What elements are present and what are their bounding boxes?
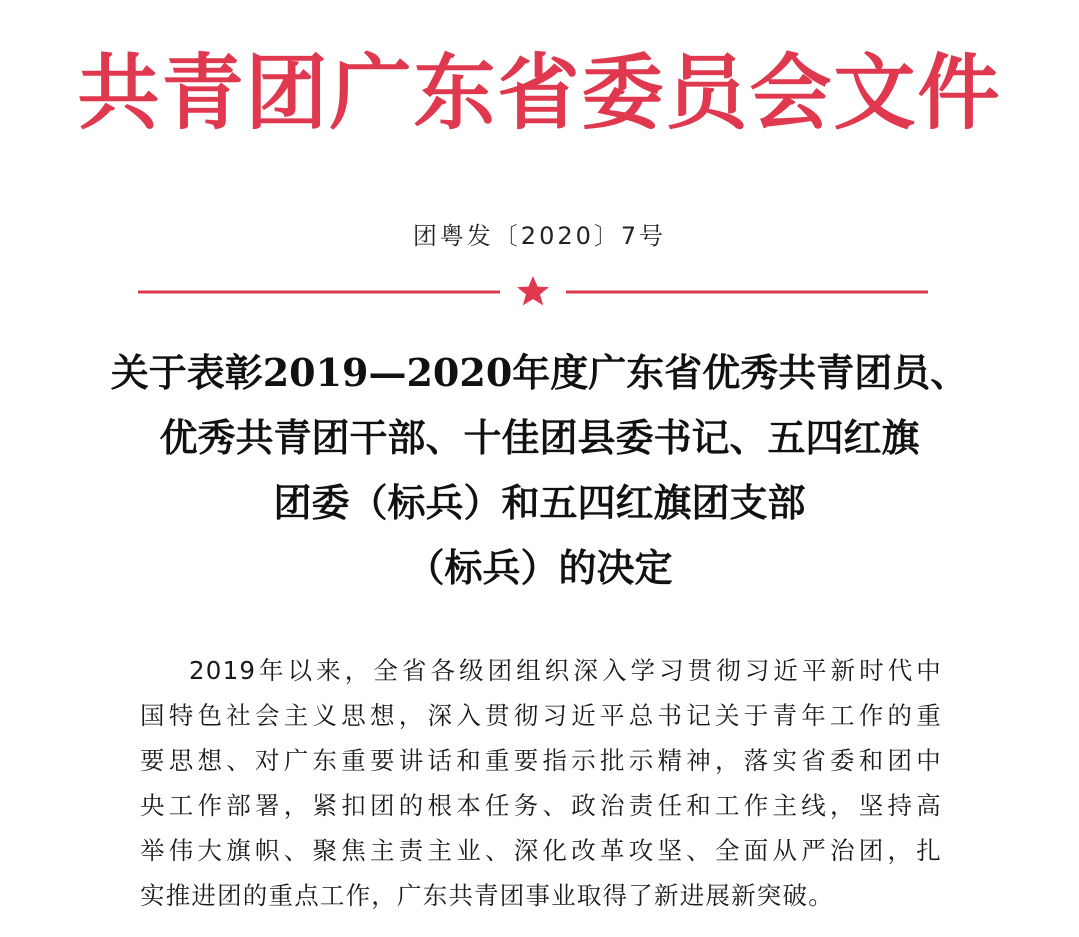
title-line: 团委（标兵）和五四红旗团支部 bbox=[273, 480, 806, 525]
body-paragraph bbox=[140, 648, 942, 918]
title-line: （标兵）的决定 bbox=[406, 545, 673, 590]
decision-title bbox=[0, 340, 1079, 600]
body-line: 央工作部署，紧扣团的根本任务、政治责任和工作主线，坚持高 bbox=[140, 791, 942, 820]
star-icon bbox=[517, 276, 549, 305]
red-divider bbox=[138, 268, 928, 316]
title-line: 关于表彰2019—2020年度广东省优秀共青团员、 bbox=[110, 350, 969, 395]
document-number: 团粤发〔2020〕7号 bbox=[412, 222, 667, 250]
body-line: 2019年以来，全省各级团组织深入学习贯彻习近平新时代中 bbox=[189, 656, 942, 685]
title-line: 优秀共青团干部、十佳团县委书记、五四红旗 bbox=[159, 415, 920, 460]
body-line: 实推进团的重点工作，广东共青团事业取得了新进展新突破。 bbox=[140, 881, 834, 910]
body-line: 国特色社会主义思想，深入贯彻习近平总书记关于青年工作的重 bbox=[140, 701, 942, 730]
body-line: 要思想、对广东重要讲话和重要指示批示精神，落实省委和团中 bbox=[140, 746, 942, 775]
body-line: 举伟大旗帜、聚焦主责主业、深化改革攻坚、全面从严治团，扎 bbox=[140, 836, 942, 865]
document-header: 共青团广东省委员会文件 bbox=[77, 46, 1002, 141]
